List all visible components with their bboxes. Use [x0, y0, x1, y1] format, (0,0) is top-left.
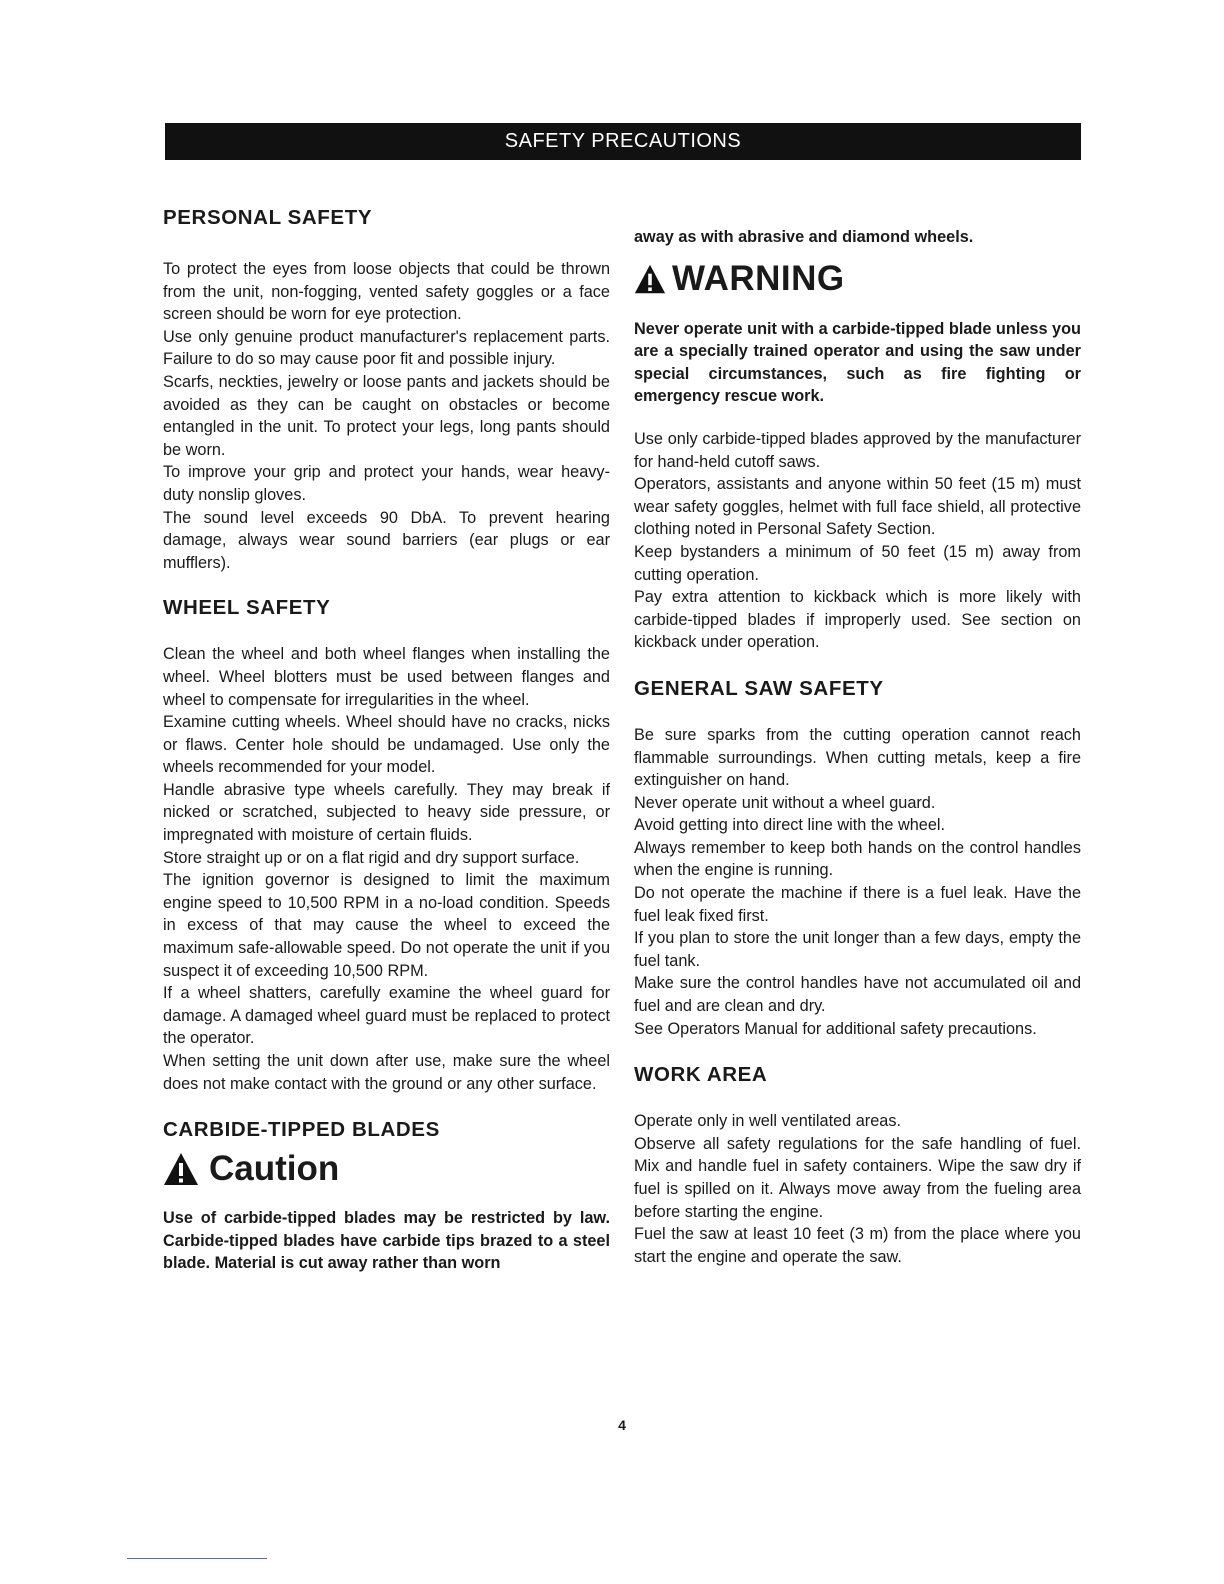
wheel-safety-heading: WHEEL SAFETY [163, 596, 331, 620]
carbide-restriction-text: Use of carbide-tipped blades may be restricted by law. Carbide-tipped blades have carbide tips brazed to a steel blade. Material is cut away rather than worn [163, 1209, 610, 1273]
paragraph: Examine cutting wheels. Wheel should have no cracks, nicks or flaws. Center hole should be undamaged. Use only the wheels recommended for your model. [163, 713, 610, 777]
paragraph: To improve your grip and protect your hands, wear heavy-duty nonslip gloves. [163, 463, 610, 504]
work-area-heading: WORK AREA [634, 1063, 768, 1087]
left-column [163, 205, 610, 1275]
right-column [634, 226, 1081, 1268]
paragraph: The ignition governor is designed to limit the maximum engine speed to 10,500 RPM in a no-load condition. Speeds in excess of that may cause the wheel to exceed the maximum safe-allowable speed. Do not operate the unit if you suspect it of exceeding 10,500 RPM. [163, 871, 610, 980]
general-saw-safety-heading: GENERAL SAW SAFETY [634, 676, 884, 700]
paragraph: Avoid getting into direct line with the wheel. [634, 816, 946, 835]
paragraph: Always remember to keep both hands on the control handles when the engine is running. [634, 838, 1081, 880]
paragraph: Handle abrasive type wheels carefully. They may break if nicked or scratched, subjected to heavy side pressure, or impregnated with moisture of certain fluids. [163, 780, 610, 845]
paragraph: Be sure sparks from the cutting operation cannot reach flammable surroundings. When cutting metals, keep a fire extinguisher on hand. [634, 725, 1081, 790]
paragraph: To protect the eyes from loose objects that could be thrown from the unit, non-fogging, vented safety goggles or a face screen should be worn for eye protection. [163, 260, 610, 324]
paragraph: When setting the unit down after use, make sure the wheel does not make contact with the ground or any other surface. [163, 1052, 610, 1093]
warning-triangle-icon [163, 1152, 199, 1186]
paragraph: Operate only in well ventilated areas. [634, 1112, 901, 1131]
warning-text: Never operate unit with a carbide-tipped blade unless you are a specially trained operator and using the saw under special circumstances, such as fire fighting or emergency rescue work. [634, 319, 1081, 406]
personal-safety-heading: PERSONAL SAFETY [163, 206, 373, 229]
divider [127, 1558, 267, 1559]
paragraph: If you plan to store the unit longer than a few days, empty the fuel tank. [634, 929, 1081, 970]
warning-triangle-icon [634, 263, 666, 295]
carbide-blades-heading: CARBIDE-TIPPED BLADES [163, 1118, 440, 1142]
caution-label: Caution [209, 1149, 340, 1189]
paragraph: Never operate unit without a wheel guard. [634, 793, 936, 812]
page-number: 4 [618, 1417, 626, 1433]
warning-label: WARNING [672, 258, 845, 298]
paragraph: Do not operate the machine if there is a fuel leak. Have the fuel leak fixed first. [634, 884, 1081, 925]
paragraph: Scarfs, neckties, jewelry or loose pants and jackets should be avoided as they can be caught on obstacles or become entangled in the unit. To protect your legs, long pants should be worn. [163, 372, 610, 459]
paragraph: See Operators Manual for additional safety precautions. [634, 1019, 1037, 1038]
paragraph: Use only carbide-tipped blades approved by the manufacturer for hand-held cutoff saws. [634, 429, 1081, 471]
paragraph: Keep bystanders a minimum of 50 feet (15 m) away from cutting operation. [634, 542, 1081, 584]
paragraph: Observe all safety regulations for the safe handling of fuel. Mix and handle fuel in safety containers. Wipe the saw dry if fuel is spilled on it. Always move away from the fueling area before starting the engine. [634, 1134, 1081, 1221]
paragraph: The sound level exceeds 90 DbA. To prevent hearing damage, always wear sound barriers (ear plugs or ear mufflers). [163, 508, 610, 572]
paragraph: If a wheel shatters, carefully examine the wheel guard for damage. A damaged wheel guard must be replaced to protect the operator. [163, 984, 610, 1048]
continuation-text: away as with abrasive and diamond wheels. [634, 228, 974, 246]
paragraph: Fuel the saw at least 10 feet (3 m) from the place where you start the engine and operate the saw. [634, 1225, 1081, 1266]
paragraph: Clean the wheel and both wheel flanges when installing the wheel. Wheel blotters must be used between flanges and wheel to compensate for irregularities in the wheel. [163, 645, 610, 709]
paragraph: Make sure the control handles have not accumulated oil and fuel and are clean and dry. [634, 974, 1081, 1016]
paragraph: Operators, assistants and anyone within 50 feet (15 m) must wear safety goggles, helmet with full face shield, all protective clothing noted in Personal Safety Section. [634, 475, 1081, 539]
paragraph: Use only genuine product manufacturer's replacement parts. Failure to do so may cause poor fit and possible injury. [163, 327, 610, 369]
paragraph: Store straight up or on a flat rigid and dry support surface. [163, 848, 580, 867]
banner-title: SAFETY PRECAUTIONS [504, 130, 742, 152]
paragraph: Pay extra attention to kickback which is more likely with carbide-tipped blades if improperly used. See section on kickback under operation. [634, 588, 1081, 652]
caution-alert [163, 1149, 610, 1189]
section-banner [165, 123, 1081, 160]
warning-alert [634, 259, 1081, 299]
